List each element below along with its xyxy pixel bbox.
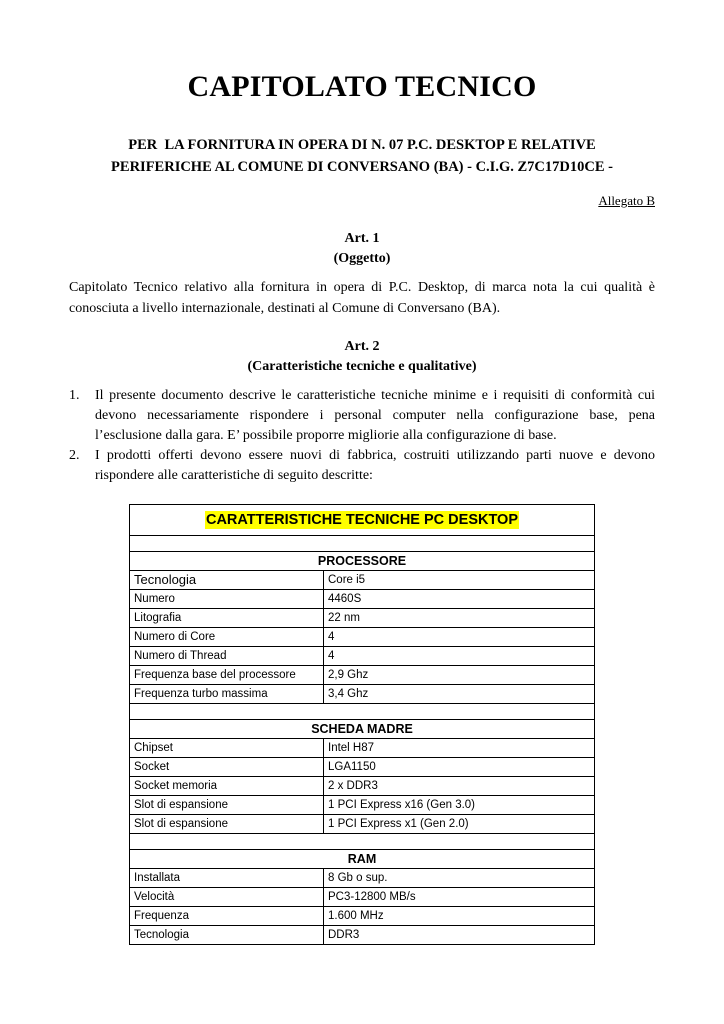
spec-label: Litografia (130, 609, 324, 628)
spec-label: Numero di Core (130, 628, 324, 647)
list-item-number: 1. (69, 388, 80, 403)
blank-row (130, 834, 595, 850)
spec-value: 4460S (324, 590, 595, 609)
table-row (130, 926, 595, 945)
list-item-number: 2. (69, 448, 80, 463)
table-row (130, 777, 595, 796)
section-title-scheda-madre: SCHEDA MADRE (130, 720, 595, 739)
spec-label: Velocità (130, 888, 324, 907)
table-row (130, 907, 595, 926)
spec-label: Installata (130, 869, 324, 888)
spec-label: Chipset (130, 739, 324, 758)
art1-heading-block (0, 229, 724, 269)
art1-heading: Art. 1 (344, 231, 380, 246)
table-title-row (130, 505, 595, 536)
document-title: CAPITOLATO TECNICO (187, 70, 537, 103)
spec-value: 1 PCI Express x1 (Gen 2.0) (324, 815, 595, 834)
spec-value: 22 nm (324, 609, 595, 628)
art2-list (69, 386, 655, 486)
spec-value: 4 (324, 647, 595, 666)
spec-value: 2 x DDR3 (324, 777, 595, 796)
table-row (130, 628, 595, 647)
allegato-label: Allegato B (598, 193, 655, 208)
table-row (130, 571, 595, 590)
section-header-row (130, 720, 595, 739)
table-row (130, 796, 595, 815)
art2-subheading: (Caratteristiche tecniche e qualitative) (247, 359, 477, 374)
spec-label: Frequenza base del processore (130, 666, 324, 685)
section-title-ram: RAM (130, 850, 595, 869)
spec-label: Numero di Thread (130, 647, 324, 666)
list-item (69, 446, 655, 486)
table-row (130, 609, 595, 628)
spec-value: 4 (324, 628, 595, 647)
spec-value: 2,9 Ghz (324, 666, 595, 685)
spec-value: 1 PCI Express x16 (Gen 3.0) (324, 796, 595, 815)
section-header-row (130, 850, 595, 869)
list-item-text: I prodotti offerti devono essere nuovi di fabbrica, costruiti utilizzando parti nuove e devono rispondere alle caratteristiche di seguito descritte: (95, 448, 655, 483)
list-item (69, 386, 655, 446)
spec-label: Numero (130, 590, 324, 609)
document-subtitle (60, 134, 664, 178)
table-title: CARATTERISTICHE TECNICHE PC DESKTOP (205, 512, 519, 528)
spec-label: Frequenza turbo massima (130, 685, 324, 704)
table-row (130, 869, 595, 888)
table-row (130, 666, 595, 685)
spec-label: Socket memoria (130, 777, 324, 796)
spec-label: Socket (130, 758, 324, 777)
art1-paragraph: Capitolato Tecnico relativo alla fornitura in opera di P.C. Desktop, di marca nota la cui qualità è conosciuta a livello internazionale, destinati al Comune di Conversano (BA). (69, 280, 655, 316)
spec-label: Tecnologia (130, 926, 324, 945)
art2-heading-block (0, 337, 724, 377)
list-item-text: Il presente documento descrive le caratteristiche tecniche minime e i requisiti di conformità cui devono necessariamente rispondere i personal computer nella configurazione base, pena l’esclusione dalla gara. E’ possibile proporre migliorie alla configurazione di base. (95, 388, 655, 443)
spec-label: Tecnologia (130, 571, 324, 590)
spec-label: Slot di espansione (130, 815, 324, 834)
section-title-processore: PROCESSORE (130, 552, 595, 571)
spec-value: Intel H87 (324, 739, 595, 758)
spec-value: 1.600 MHz (324, 907, 595, 926)
section-header-row (130, 552, 595, 571)
table-row (130, 590, 595, 609)
spec-value: Core i5 (324, 571, 595, 590)
table-row (130, 758, 595, 777)
spec-label: Slot di espansione (130, 796, 324, 815)
subtitle-line-1: PER LA FORNITURA IN OPERA DI N. 07 P.C. DESKTOP E RELATIVE (128, 137, 596, 153)
blank-row (130, 704, 595, 720)
art2-heading: Art. 2 (344, 339, 380, 354)
spec-value: DDR3 (324, 926, 595, 945)
table-row (130, 888, 595, 907)
spec-value: PC3-12800 MB/s (324, 888, 595, 907)
table-row (130, 685, 595, 704)
spec-value: 3,4 Ghz (324, 685, 595, 704)
art1-subheading: (Oggetto) (333, 251, 391, 266)
spec-table (129, 504, 595, 945)
table-row (130, 647, 595, 666)
spec-value: LGA1150 (324, 758, 595, 777)
table-row (130, 739, 595, 758)
spec-value: 8 Gb o sup. (324, 869, 595, 888)
table-row (130, 815, 595, 834)
spec-label: Frequenza (130, 907, 324, 926)
blank-row (130, 536, 595, 552)
subtitle-line-2: PERIFERICHE AL COMUNE DI CONVERSANO (BA) - C.I.G. Z7C17D10CE - (111, 159, 613, 175)
